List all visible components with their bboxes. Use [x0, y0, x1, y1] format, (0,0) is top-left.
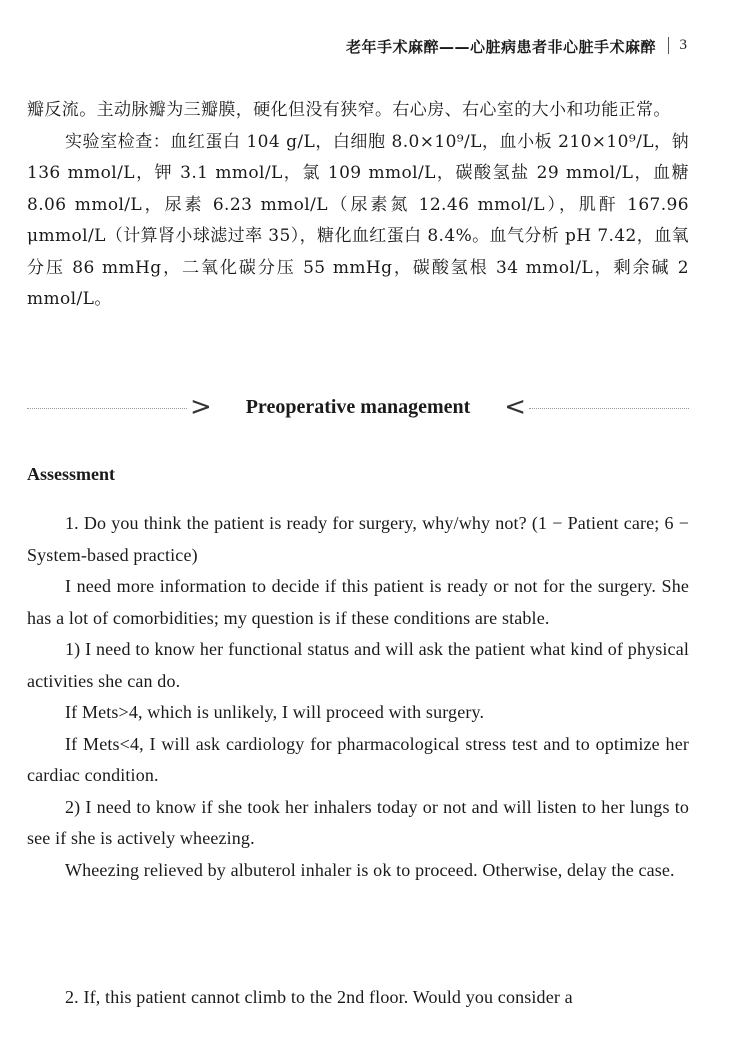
- answer-intro: I need more information to decide if this patient is ready or not for the surgery. She has a lot of comorbidities; my question is if these conditions are stable.: [27, 576, 689, 628]
- wheezing-note: Wheezing relieved by albuterol inhaler is ok to proceed. Otherwise, delay the case.: [65, 859, 675, 880]
- dotted-rule-right: [529, 408, 689, 409]
- cn-paragraph-labs: 实验室检查：血红蛋白 104 g/L，白细胞 8.0×10⁹/L，血小板 210×10⁹/L，钠 136 mmol/L，钾 3.1 mmol/L，氯 109 mmol/L，碳酸氢盐 29 mmol/L，血糖 8.06 mmol/L，尿素 6.23 mmol/L（尿素氮 12.46 mmol/L），肌酐 167.96 μmmol/L（计算肾小球滤过率 35），糖化血红蛋白 8.4%。血气分析 pH 7.42，血氧分压 86 mmHg，二氧化碳分压 55 mmHg，碳酸氢根 34 mmol/L，剩余碱 2 mmol/L。: [27, 131, 689, 309]
- mets-below-4: If Mets<4, I will ask cardiology for pharmacological stress test and to optimize her cardiac condition.: [27, 733, 689, 785]
- question-2-block: [27, 982, 689, 1014]
- cn-paragraph-valve: 瓣反流。主动脉瓣为三瓣膜，硬化但没有狭窄。右心房、右心室的大小和功能正常。: [27, 100, 671, 120]
- header-divider: [668, 37, 669, 54]
- answer-point-1: 1) I need to know her functional status and will ask the patient what kind of physical activities she can do.: [27, 639, 689, 691]
- section-banner: [27, 392, 689, 426]
- page-number: 3: [679, 37, 687, 53]
- assessment-heading: Assessment: [27, 464, 115, 484]
- assessment-body: [27, 508, 689, 886]
- mets-above-4: If Mets>4, which is unlikely, I will proceed with surgery.: [65, 702, 485, 722]
- header-title: 老年手术麻醉——心脏病患者非心脏手术麻醉: [345, 38, 656, 56]
- chinese-text-block: [27, 95, 689, 316]
- section-title: Preoperative management: [245, 396, 471, 418]
- answer-point-2: 2) I need to know if she took her inhalers today or not and will listen to her lungs to see if she is actively wheezing.: [27, 796, 689, 848]
- question-2: 2. If, this patient cannot climb to the 2nd floor. Would you consider a: [65, 987, 573, 1007]
- running-header: [0, 34, 730, 64]
- chevron-left-icon: <: [504, 392, 526, 422]
- chevron-right-icon: >: [190, 392, 212, 422]
- question-1: 1. Do you think the patient is ready for surgery, why/why not? (1 − Patient care; 6 − System-based practice): [27, 513, 689, 565]
